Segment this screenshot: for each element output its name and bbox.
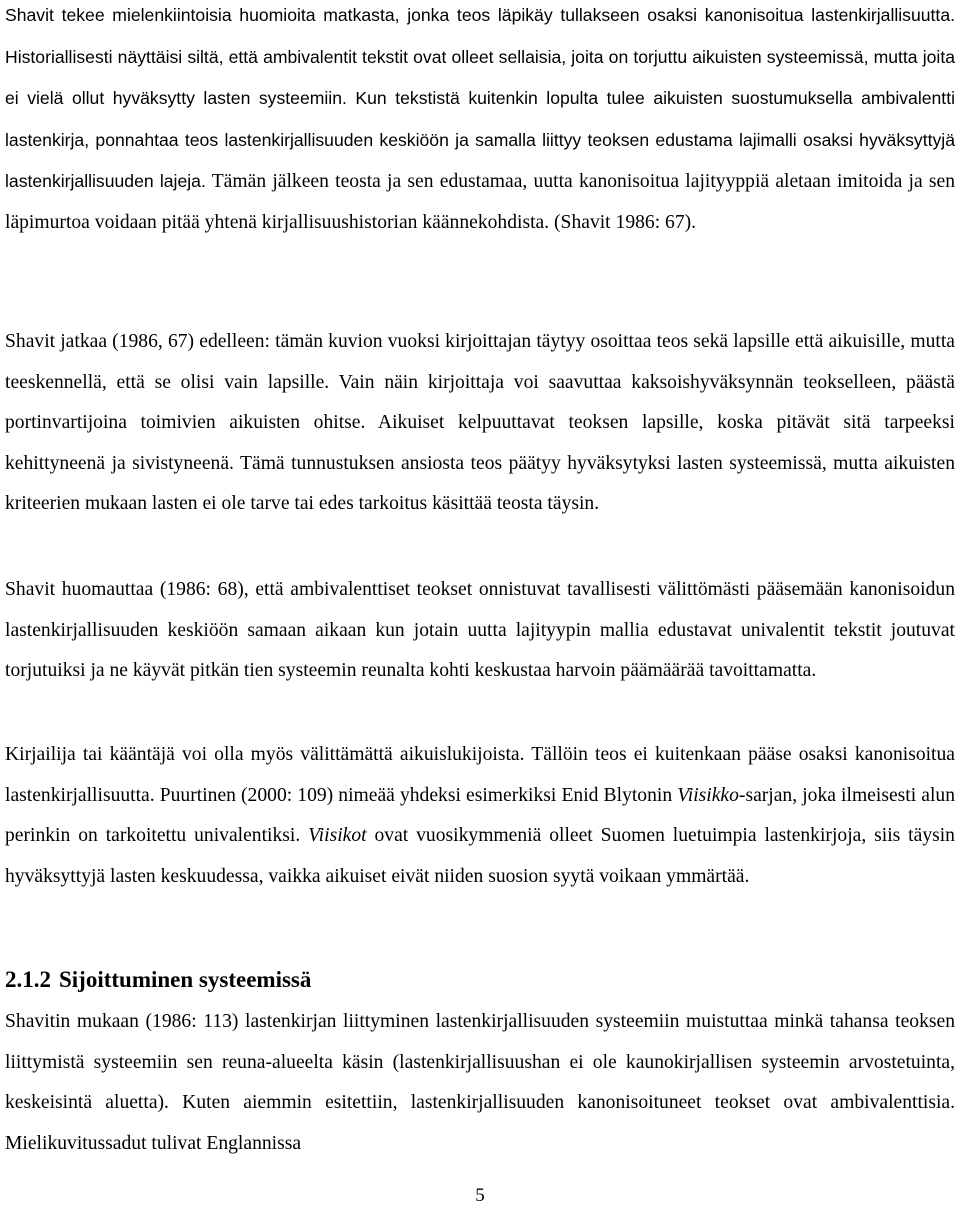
paragraph-4 xyxy=(5,735,955,897)
book-title-viisikot: Viisikot xyxy=(308,825,367,847)
paragraph-3: Shavit huomauttaa (1986: 68), että ambivalenttiset teokset onnistuvat tavallisesti välittömästi pääsemään kanonisoidun lastenkirjallisuuden keskiöön samaan aikaan kun jotain uutta lajityypin mallia edustavat univalentit tekstit joutuvat torjutuiksi ja ne käyvät pitkän tien systeemin reunalta kohti keskustaa harvoin päämäärää tavoittamatta. xyxy=(5,579,955,682)
section-number: 2.1.2 xyxy=(5,967,51,992)
section-heading xyxy=(5,960,319,1000)
section-title: Sijoittuminen systeemissä xyxy=(59,967,312,992)
paragraph-2: Shavit jatkaa (1986, 67) edelleen: tämän kuvion vuoksi kirjoittajan täytyy osoittaa teos sekä lapsille että aikuisille, mutta teeskennellä, että se olisi vain lapsille. Vain näin kirjoittaja voi saavuttaa kaksoishyväksynnän teokselleen, päästä portinvartijoina toimivien aikuisten ohitse. Aikuiset kelpuuttavat teoksen lapsille, koska pitävät sitä tarpeeksi kehittyneenä ja sivistyneenä. Tämä tunnustuksen ansiosta teos päätyy hyväksytyksi lasten systeemissä, mutta aikuisten kriteerien mukaan lasten ei ole tarve tai edes tarkoitus käsittää teosta täysin. xyxy=(5,331,955,515)
paragraph-4-part-a: Kirjailija tai kääntäjä voi olla myös välittämättä aikuislukijoista. Tällöin teos ei kuitenkaan pääse osaksi kanonisoitua lastenkirjallisuutta. Puurtinen (2000: 109) nimeää yhdeksi esimerkiksi Enid Blytonin xyxy=(5,744,955,806)
paragraph-5: Shavitin mukaan (1986: 113) lastenkirjan liittyminen lastenkirjallisuuden systeemiin muistuttaa minkä tahansa teoksen liittymistä systeemiin sen reuna-alueelta käsin (lastenkirjallisuushan ei ole kaunokirjallisen systeemin arvostetuinta, keskeisintä aluetta). Kuten aiemmin esitettiin, lastenkirjallisuuden kanonisoituneet teokset ovat ambivalenttisia. Mielikuvitussadut tulivat Englannissa xyxy=(5,1011,955,1154)
paragraph-1-sentence-3: Tämän jälkeen teosta ja sen edustamaa, uutta kanonisoitua lajityyppiä aletaan imitoida ja sen läpimurtoa voidaan pitää yhtenä kirjallisuushistorian käännekohdista. (Shavit 1986: 67). xyxy=(5,171,956,233)
paragraph-1 xyxy=(5,0,955,244)
paragraph-1-sentence-1: Shavit tekee mielenkiintoisia huomioita matkasta, jonka teos läpikäy tullakseen osaksi kanonisoitua lastenkirjallisuutta. xyxy=(5,5,955,25)
paragraph-4-part-b: -sarjan, joka ilmeisesti alun perinkin on tarkoitettu univalentiksi. xyxy=(5,784,955,847)
book-title-viisikko: Viisikko xyxy=(677,784,739,806)
paragraph-1-sentence-2: Historiallisesti näyttäisi siltä, että ambivalentit tekstit ovat olleet sellaisia, joita on torjuttu aikuisten systeemissä, mutta joita ei vielä ollut hyväksytty lasten systeemiin. Kun tekstistä kuitenkin lopulta tulee aikuisten suostumuksella ambivalentti lastenkirja, ponnahtaa teos lastenkirjallisuuden keskiöön ja samalla liittyy teoksen edustama lajimalli osaksi hyväksyttyjä lastenkirjallisuuden lajeja. xyxy=(5,46,955,192)
paragraph-4-part-c: ovat vuosikymmeniä olleet Suomen luetuimpia lastenkirjoja, siis täysin hyväksyttyjä lasten keskuudessa, vaikka aikuiset eivät niiden suosion syytä voikaan ymmärtää. xyxy=(5,825,955,887)
page-number: 5 xyxy=(475,1185,485,1206)
